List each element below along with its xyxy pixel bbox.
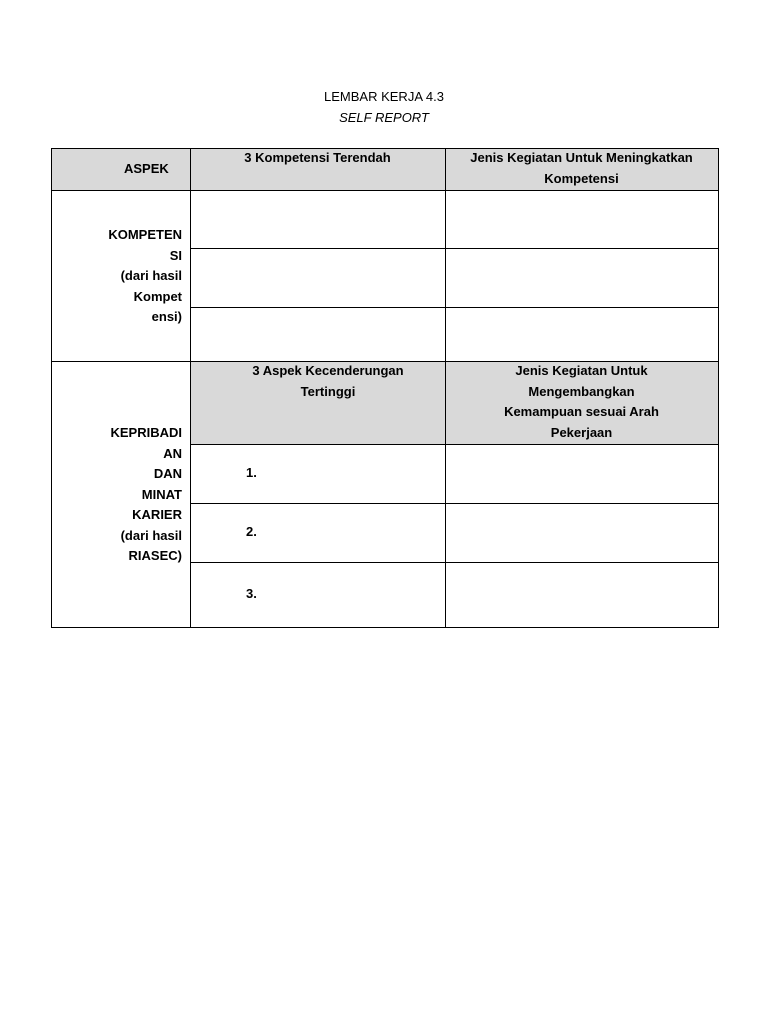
document-title: LEMBAR KERJA 4.3 — [324, 89, 444, 104]
table-border-top — [51, 148, 719, 149]
table-column-divider — [190, 148, 191, 628]
kompetensi-row-2-col2[interactable] — [190, 248, 445, 307]
header-lowest-competencies: 3 Kompetensi Terendah — [244, 150, 391, 165]
table-border-left — [51, 148, 52, 628]
aspect-kepribadian-label: KEPRIBADI AN DAN MINAT KARIER (dari hasil RIASEC) — [110, 425, 182, 563]
table-divider — [190, 307, 719, 308]
tendency-item-2: 2. — [246, 524, 257, 539]
subheader-top-tendencies: 3 Aspek Kecenderungan Tertinggi — [252, 363, 404, 399]
tendency-item-3: 3. — [246, 586, 257, 601]
table-divider — [51, 361, 719, 362]
document-subtitle: SELF REPORT — [339, 110, 429, 125]
table-column-divider — [445, 148, 446, 628]
aspect-kompetensi-label: KOMPETEN SI (dari hasil Kompet ensi) — [108, 227, 182, 324]
kepribadian-row-2-col3[interactable] — [445, 503, 718, 563]
table-divider — [190, 444, 719, 445]
table-divider — [190, 562, 719, 563]
tendency-item-1: 1. — [246, 465, 257, 480]
kompetensi-row-1-col2[interactable] — [190, 191, 445, 248]
header-aspek: ASPEK — [124, 161, 169, 176]
kepribadian-row-3-col3[interactable] — [445, 563, 718, 627]
subheader-development-activities: Jenis Kegiatan Untuk Mengembangkan Kemampuan sesuai Arah Pekerjaan — [504, 363, 659, 440]
table-divider — [190, 248, 719, 249]
table-border-bottom — [51, 627, 719, 628]
kompetensi-row-2-col3[interactable] — [445, 248, 718, 307]
table-divider — [190, 503, 719, 504]
kompetensi-row-3-col3[interactable] — [445, 307, 718, 362]
kompetensi-row-1-col3[interactable] — [445, 191, 718, 248]
kompetensi-row-3-col2[interactable] — [190, 307, 445, 362]
kepribadian-row-1-col3[interactable] — [445, 445, 718, 503]
table-border-right — [718, 148, 719, 628]
table-divider — [51, 190, 719, 191]
header-improvement-activities: Jenis Kegiatan Untuk Meningkatkan Kompetensi — [470, 150, 693, 186]
